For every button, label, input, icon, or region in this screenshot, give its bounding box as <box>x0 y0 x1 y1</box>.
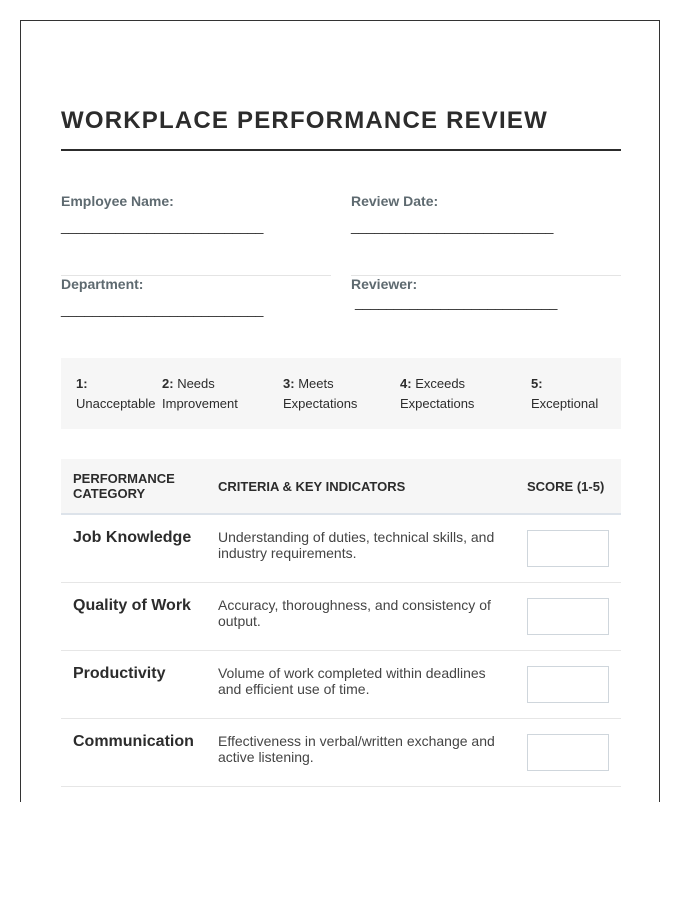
score-input-communication[interactable] <box>527 734 609 771</box>
table-row <box>61 514 621 582</box>
scale-number: 4: <box>400 376 412 391</box>
criteria-text: Understanding of duties, technical skills, and industry requirements. <box>217 529 495 561</box>
department-label: Department: <box>61 276 144 292</box>
review-form-page <box>20 20 660 802</box>
category-job-knowledge: Job Knowledge <box>73 529 192 546</box>
criteria-text: Volume of work completed within deadlines and efficient use of time. <box>217 664 486 697</box>
scale-text: Exceeds Expectations <box>400 376 475 411</box>
reviewer-field[interactable] <box>351 276 621 359</box>
header-category: PERFORMANCE CATEGORY <box>61 459 206 514</box>
employee-name-blank[interactable]: __________________________ <box>61 218 264 234</box>
title-divider <box>61 149 621 151</box>
scale-text: Needs Improvement <box>162 376 238 411</box>
scale-item-2 <box>162 374 262 414</box>
scale-item-3 <box>283 374 383 414</box>
header-criteria: CRITERIA & KEY INDICATORS <box>206 459 515 514</box>
scale-item-1 <box>76 374 156 414</box>
scale-number: 2: <box>162 376 174 391</box>
review-date-blank[interactable]: __________________________ <box>351 218 554 234</box>
table-row <box>61 582 621 650</box>
table-header-row <box>61 459 621 514</box>
department-field[interactable] <box>61 276 331 359</box>
score-input-job-knowledge[interactable] <box>527 530 609 567</box>
document-title: WORKPLACE PERFORMANCE REVIEW <box>61 107 548 134</box>
reviewer-label: Reviewer: <box>351 276 418 292</box>
employee-name-label: Employee Name: <box>61 193 174 209</box>
criteria-text: Effectiveness in verbal/written exchange and active listening. <box>217 732 495 765</box>
scale-number: 5: <box>531 376 543 391</box>
scale-item-4 <box>400 374 500 414</box>
scale-item-5 <box>531 374 598 414</box>
header-score: SCORE (1-5) <box>515 459 621 514</box>
employee-name-field[interactable] <box>61 193 331 276</box>
department-blank[interactable]: __________________________ <box>61 301 264 317</box>
score-input-quality-of-work[interactable] <box>527 598 609 635</box>
category-productivity: Productivity <box>73 664 166 682</box>
category-quality-of-work: Quality of Work <box>73 596 191 614</box>
reviewer-blank[interactable]: __________________________ <box>355 294 558 310</box>
table-row <box>61 650 621 718</box>
performance-table <box>61 459 621 787</box>
table-row <box>61 718 621 786</box>
score-input-productivity[interactable] <box>527 666 609 703</box>
review-date-label: Review Date: <box>351 193 439 209</box>
category-communication: Communication <box>73 732 194 750</box>
scale-text: Meets Expectations <box>283 376 358 411</box>
scale-text: Exceptional <box>531 396 599 411</box>
review-date-field[interactable] <box>351 193 621 276</box>
criteria-text: Accuracy, thoroughness, and consistency of output. <box>217 596 491 629</box>
rating-scale-legend <box>61 358 621 429</box>
scale-number: 1: <box>76 376 88 391</box>
scale-number: 3: <box>283 376 295 391</box>
scale-text: Unacceptable <box>76 396 156 411</box>
